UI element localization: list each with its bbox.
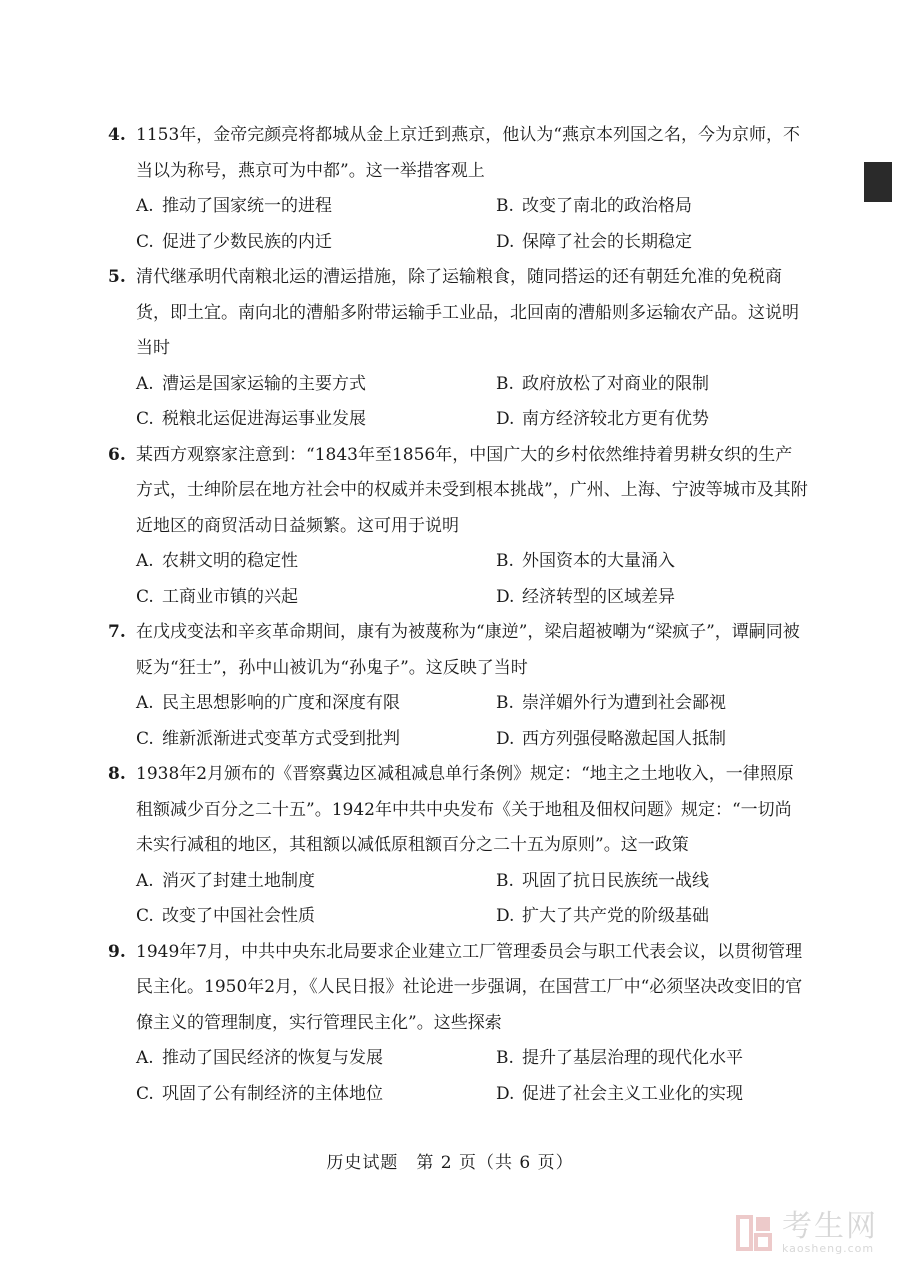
option-letter: C. <box>136 586 154 607</box>
answer-option <box>136 402 496 438</box>
answer-option <box>496 899 856 935</box>
option-row <box>136 722 808 758</box>
option-group <box>108 686 808 757</box>
answer-option <box>136 899 496 935</box>
question-text: 1153年，金帝完颜亮将都城从金上京迁到燕京，他认为“燕京本列国之名，今为京师，不当以为称号，燕京可为中都”。这一举措客观上 <box>136 125 800 181</box>
option-row <box>136 544 808 580</box>
option-letter: A. <box>136 551 154 571</box>
question-text: 1938年2月颁布的《晋察冀边区减租减息单行条例》规定：“地主之土地收入，一律照原租额减少百分之二十五”。1942年中共中央发布《关于地租及佃权问题》规定：“一切尚未实行减租的地区，其租额以减低原租额百分之二十五为原则”。这一政策 <box>136 764 794 855</box>
option-text: 维新派渐进式变革方式受到批判 <box>162 728 400 749</box>
option-letter: D. <box>496 1083 515 1104</box>
question-number: 4. <box>108 125 126 145</box>
option-letter: D. <box>496 906 515 926</box>
question-number: 6. <box>108 444 126 465</box>
watermark <box>734 1211 878 1255</box>
page-footer: 历史试题 第 2 页（共 6 页） <box>326 1153 574 1173</box>
registration-mark <box>864 162 892 202</box>
option-text: 崇洋媚外行为遭到社会鄙视 <box>522 693 726 713</box>
option-text: 推动了国家统一的进程 <box>162 196 332 216</box>
option-row <box>136 367 808 403</box>
option-text: 扩大了共产党的阶级基础 <box>522 906 709 926</box>
question-stem <box>108 118 808 189</box>
option-text: 外国资本的大量涌入 <box>522 551 675 571</box>
option-letter: C. <box>136 231 154 252</box>
answer-option <box>136 189 496 225</box>
question-item <box>108 118 808 260</box>
option-text: 促进了少数民族的内迁 <box>162 231 332 252</box>
question-number: 5. <box>108 267 126 287</box>
answer-option <box>496 544 856 580</box>
answer-option <box>496 1077 856 1113</box>
option-row <box>136 1041 808 1077</box>
option-text: 改变了中国社会性质 <box>162 906 315 926</box>
option-row <box>136 899 808 935</box>
answer-option <box>136 580 496 616</box>
option-text: 提升了基层治理的现代化水平 <box>522 1048 743 1068</box>
option-text: 工商业市镇的兴起 <box>162 586 298 607</box>
answer-option <box>136 544 496 580</box>
answer-option <box>496 686 856 722</box>
option-letter: B. <box>496 373 514 394</box>
option-row <box>136 686 808 722</box>
answer-option <box>496 722 856 758</box>
option-text: 推动了国民经济的恢复与发展 <box>162 1048 383 1068</box>
option-letter: C. <box>136 728 154 749</box>
option-row <box>136 580 808 616</box>
question-item <box>108 438 808 616</box>
option-letter: B. <box>496 196 514 216</box>
answer-option <box>496 225 856 261</box>
question-text: 在戊戌变法和辛亥革命期间，康有为被蔑称为“康逆”，梁启超被嘲为“梁疯子”，谭嗣同被贬为“狂士”，孙中山被讥为“孙鬼子”。这反映了当时 <box>136 622 800 678</box>
option-letter: D. <box>496 728 515 749</box>
option-text: 经济转型的区域差异 <box>522 586 675 607</box>
option-letter: D. <box>496 231 515 252</box>
watermark-url: kaosheng.com <box>782 1242 875 1255</box>
answer-option <box>496 189 856 225</box>
option-group <box>108 864 808 935</box>
option-group <box>108 189 808 260</box>
question-list <box>108 118 808 1112</box>
option-letter: C. <box>136 906 154 926</box>
option-row <box>136 864 808 900</box>
answer-option <box>496 864 856 900</box>
option-row <box>136 189 808 225</box>
answer-option <box>496 367 856 403</box>
question-item <box>108 935 808 1113</box>
option-text: 西方列强侵略激起国人抵制 <box>522 728 726 749</box>
question-stem <box>108 615 808 686</box>
option-row <box>136 225 808 261</box>
option-letter: A. <box>136 196 154 216</box>
answer-option <box>496 580 856 616</box>
option-text: 促进了社会主义工业化的实现 <box>522 1083 743 1104</box>
option-letter: C. <box>136 409 154 429</box>
question-stem <box>108 438 808 545</box>
answer-option <box>136 864 496 900</box>
option-text: 税粮北运促进海运事业发展 <box>162 409 366 429</box>
question-stem <box>108 260 808 367</box>
option-group <box>108 367 808 438</box>
option-letter: B. <box>496 551 514 571</box>
question-stem <box>108 757 808 864</box>
answer-option <box>136 722 496 758</box>
option-row <box>136 402 808 438</box>
option-text: 南方经济较北方更有优势 <box>522 409 709 429</box>
option-letter: B. <box>496 870 514 891</box>
watermark-name: 考生网 <box>782 1209 878 1244</box>
question-number: 8. <box>108 764 126 784</box>
question-item <box>108 615 808 757</box>
option-text: 漕运是国家运输的主要方式 <box>162 373 366 394</box>
answer-option <box>136 686 496 722</box>
question-item <box>108 260 808 438</box>
answer-option <box>136 1041 496 1077</box>
option-row <box>136 1077 808 1113</box>
question-number: 9. <box>108 941 126 962</box>
answer-option <box>136 1077 496 1113</box>
question-text: 清代继承明代南粮北运的漕运措施，除了运输粮食，随同搭运的还有朝廷允准的免税商货，即土宜。南向北的漕船多附带运输手工业品，北回南的漕船则多运输农产品。这说明当时 <box>136 267 799 358</box>
option-letter: A. <box>136 693 154 713</box>
answer-option <box>136 225 496 261</box>
option-text: 民主思想影响的广度和深度有限 <box>162 693 400 713</box>
watermark-logo-icon <box>734 1213 774 1253</box>
option-text: 巩固了抗日民族统一战线 <box>522 870 709 891</box>
option-text: 政府放松了对商业的限制 <box>522 373 709 394</box>
option-text: 改变了南北的政治格局 <box>522 196 692 216</box>
question-item <box>108 757 808 935</box>
option-text: 消灭了封建土地制度 <box>162 870 315 891</box>
option-text: 保障了社会的长期稳定 <box>522 231 692 252</box>
option-letter: A. <box>136 1048 154 1068</box>
option-letter: C. <box>136 1083 154 1104</box>
option-letter: B. <box>496 693 514 713</box>
question-stem <box>108 935 808 1042</box>
option-letter: B. <box>496 1048 514 1068</box>
question-number: 7. <box>108 622 126 642</box>
option-text: 巩固了公有制经济的主体地位 <box>162 1083 383 1104</box>
answer-option <box>496 1041 856 1077</box>
option-letter: D. <box>496 586 515 607</box>
option-letter: A. <box>136 373 154 394</box>
option-letter: A. <box>136 870 154 891</box>
option-group <box>108 544 808 615</box>
option-letter: D. <box>496 409 515 429</box>
question-text: 某西方观察家注意到：“1843年至1856年，中国广大的乡村依然维持着男耕女织的生产方式，士绅阶层在地方社会中的权威并未受到根本挑战”，广州、上海、宁波等城市及其附近地区的商贸活动日益频繁。这可用于说明 <box>136 444 808 536</box>
answer-option <box>496 402 856 438</box>
question-text: 1949年7月，中共中央东北局要求企业建立工厂管理委员会与职工代表会议，以贯彻管理民主化。1950年2月，《人民日报》社论进一步强调，在国营工厂中“必须坚决改变旧的官僚主义的管理制度，实行管理民主化”。这些探索 <box>136 941 803 1033</box>
answer-option <box>136 367 496 403</box>
option-group <box>108 1041 808 1112</box>
option-text: 农耕文明的稳定性 <box>162 551 298 571</box>
